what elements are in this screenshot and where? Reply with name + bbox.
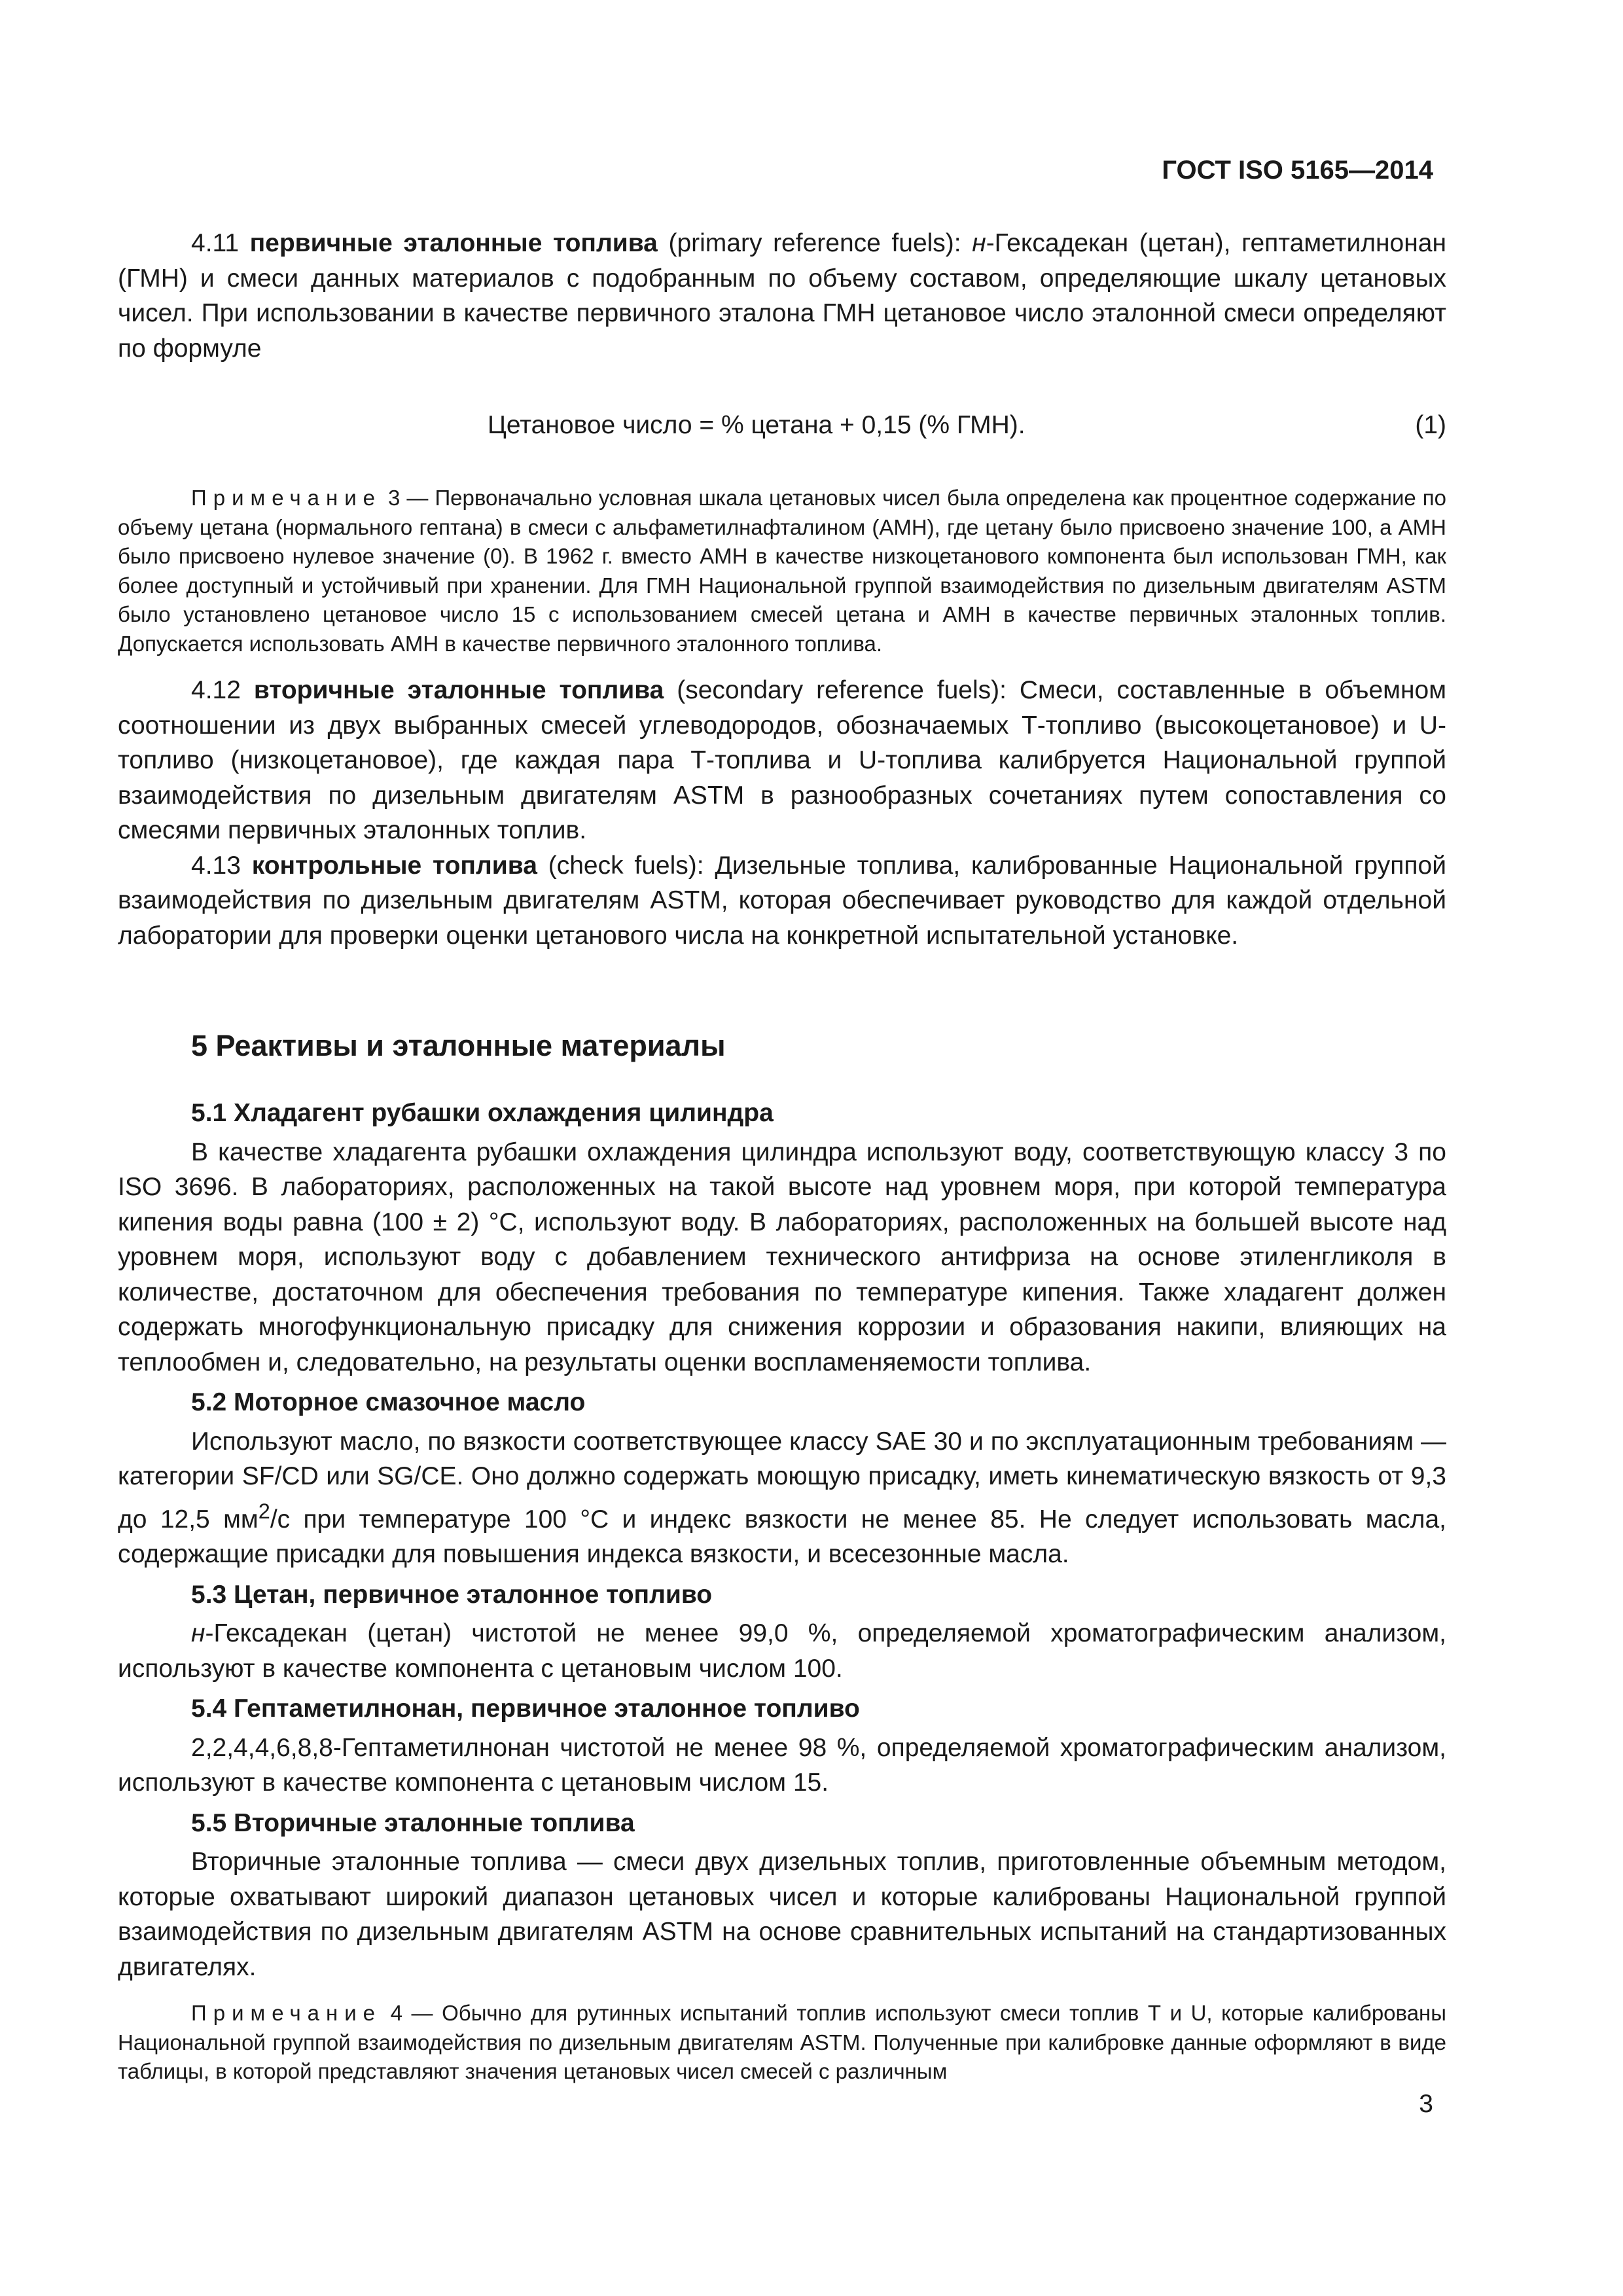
document-body [118,226,1446,2101]
note-3 [118,484,1446,658]
formula-1 [118,408,1446,443]
note-label: Примечание [191,486,382,510]
term: вторичные эталонные топлива [253,676,664,704]
term: первичные эталонные топлива [249,229,658,257]
note-text: 3 — Первоначально условная шкала цетановых чисел была определена как процентное содержание по объему цетана (нормального гептана) в смеси с альфаметилнафталином (АМН), где цетану было присвоено значение 100, а АМН было присвоено нулевое значение (0). В 1962 г. вместо АМН в качестве низкоцетанового компонента был использован ГМН, как более доступный и устойчивый при хранении. Для ГМН Национальной группой взаимодействия по дизельным двигателям ASTM было установлено цетановое число 15 с использованием смесей цетана и АМН в качестве первичных эталонных топлив. Допускается использовать АМН в качестве первичного эталонного топлива. [118,486,1446,656]
term-definition: (check fuels): Дизельные топлива, калиброванные Национальной группой взаимодействия по дизельным двигателям ASTM, которая обеспечивает руководство для каждой отдельной лаборатории для проверки оценки цетанового числа на конкретной испытательной установке. [118,851,1446,950]
subsection-5-1-title: 5.1 Хладагент рубашки охлаждения цилиндра [191,1099,774,1127]
subsection-5-2-title: 5.2 Моторное смазочное масло [191,1388,586,1416]
text-part: Используют масло, по вязкости соответствующее классу SAE 30 и по эксплуатационным требованиям — категории SF/CD или SG/CE. Оно должно содержать моющую присадку, иметь кинематическую вязкость от 9,3 до 12,5 мм [118,1427,1446,1534]
page-number: 3 [1419,2090,1433,2118]
clause-number: 4.11 [191,229,250,257]
term-definition: (primary reference fuels): [657,229,972,257]
note-4 [118,1999,1446,2087]
note-label: Примечание [191,2001,382,2025]
clause-4-13 [118,848,1446,954]
subsection-5-5-text: Вторичные эталонные топлива — смеси двух дизельных топлив, приготовленные объемным методом, которые охватывают широкий диапазон цетановых чисел и которые калиброваны Национальной группой взаимодействия по дизельным двигателям ASTM на основе сравнительных испытаний на стандартизованных двигателях. [118,1848,1446,1981]
clause-number: 4.13 [191,851,252,880]
subsection-5-3-title: 5.3 Цетан, первичное эталонное топливо [191,1580,713,1609]
clause-number: 4.12 [191,676,254,704]
term-definition-cont: -Гексадекан (цетан), гептаметилнонан (ГМН) и смеси данных материалов с подобранным по объему составом, определяющие шкалу цетановых чисел. При использовании в качестве первичного эталона ГМН цетановое число эталонной смеси определяют по формуле [118,229,1446,363]
clause-4-11 [118,226,1446,366]
subsection-5-3-text [118,1616,1446,1686]
term-definition: (secondary reference fuels): Смеси, составленные в объемном соотношении из двух выбранных смесей углеводородов, обозначаемых Т-топливо (высокоцетановое) и U-топливо (низкоцетановое), где каждая пара Т-топлива и U-топлива калибруется Национальной группой взаимодействия по дизельным двигателям ASTM в разнообразных сочетаниях путем сопоставления со смесями первичных эталонных топлив. [118,676,1447,844]
text-part: /с при температуре 100 °С и индекс вязкости не менее 85. Не следует использовать масла, содержащие присадки для повышения индекса вязкости, и всесезонные масла. [118,1505,1446,1568]
subsection-5-1-text: В качестве хладагента рубашки охлаждения цилиндра используют воду, соответствующую классу 3 по ISO 3696. В лабораториях, расположенных на такой высоте над уровнем моря, при которой температура кипения воды равна (100 ± 2) °С, используют воду. В лабораториях, расположенных на большей высоте над уровнем моря, используют воду с добавлением технического антифриза на основе этиленгликоля в количестве, достаточном для обеспечения требования по температуре кипения. Также хладагент должен содержать многофункциональную присадку для снижения коррозии и образования накипи, влияющих на теплообмен и, следовательно, на результаты оценки воспламеняемости топлива. [118,1138,1446,1376]
clause-4-12 [118,673,1446,848]
standard-code: ГОСТ ISO 5165—2014 [1162,156,1433,185]
subsection-5-5-title: 5.5 Вторичные эталонные топлива [191,1808,635,1837]
formula-text: Цетановое число = % цетана + 0,15 (% ГМН). [488,411,1026,439]
subsection-5-4-text: 2,2,4,4,6,8,8-Гептаметилнонан чистотой не менее 98 %, определяемой хроматографическим анализом, используют в качестве компонента с цетановым числом 15. [118,1733,1446,1797]
subsection-5-2-text [118,1424,1446,1572]
italic-prefix: н [191,1619,205,1647]
section-5-title: 5 Реактивы и эталонные материалы [191,1029,726,1062]
term: контрольные топлива [251,851,537,880]
superscript: 2 [258,1499,270,1523]
text-part: -Гексадекан (цетан) чистотой не менее 99,0 %, определяемой хроматографическим анализом, используют в качестве компонента с цетановым числом 100. [118,1619,1446,1683]
note-text: 4 — Обычно для рутинных испытаний топлив используют смеси топлив Т и U, которые калиброваны Национальной группой взаимодействия по дизельным двигателям ASTM. Полученные при калибровке данные оформляют в виде таблицы, в которой представляют значения цетановых чисел смесей с различным [118,2001,1446,2083]
italic-prefix: н [972,229,986,257]
subsection-5-4-title: 5.4 Гептаметилнонан, первичное эталонное топливо [191,1695,860,1723]
formula-number: (1) [1415,411,1446,439]
